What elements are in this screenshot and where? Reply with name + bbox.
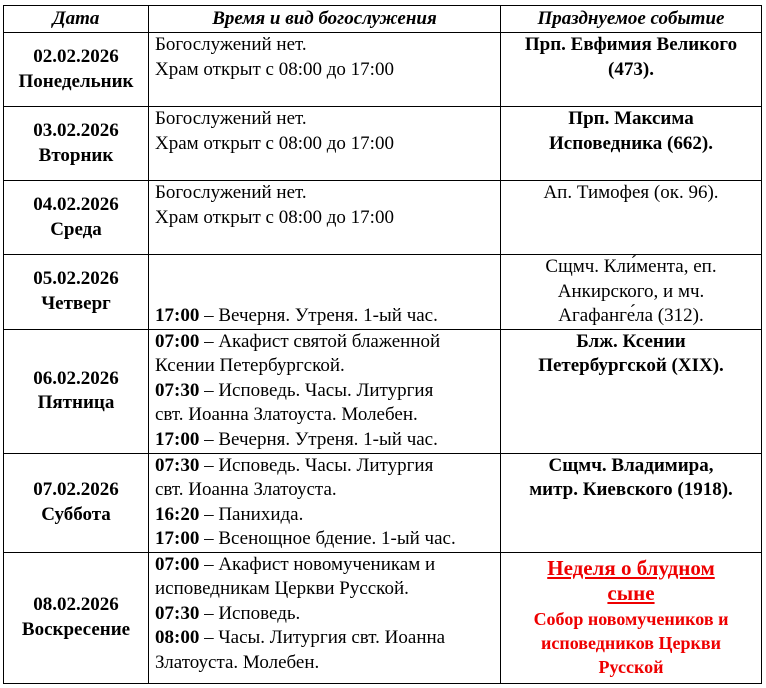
weekday: Пятница	[37, 392, 115, 413]
weekday: Суббота	[41, 503, 111, 525]
date-value: 06.02.2026	[33, 367, 119, 389]
event-line: митр. Киевского (1918).	[529, 479, 733, 500]
event-line: Прп. Евфимия Великого	[524, 34, 738, 55]
header-service: Время и вид богослужения	[149, 6, 501, 33]
service-line	[155, 132, 494, 157]
event-cell-feast	[501, 552, 762, 683]
service-line	[155, 403, 494, 428]
service-line	[155, 602, 494, 627]
date-value: 05.02.2026	[33, 268, 119, 290]
service-line	[155, 651, 494, 676]
table-row	[4, 255, 762, 330]
date-value: 07.02.2026	[33, 479, 119, 500]
service-text: – Панихида.	[199, 503, 304, 525]
event-cell	[501, 107, 762, 181]
service-text: – Всенощное бдение. 1-ый час.	[199, 528, 456, 549]
service-text: – Акафист новомученикам и	[199, 553, 436, 575]
weekday: Четверг	[41, 292, 111, 314]
service-cell	[149, 255, 501, 330]
date-value: 03.02.2026	[33, 120, 119, 141]
table-row	[4, 33, 762, 107]
feast-title-line: сыне	[607, 580, 655, 605]
service-line	[155, 58, 494, 83]
service-cell	[149, 181, 501, 255]
date-value: 02.02.2026	[33, 46, 119, 67]
event-line: Агафанге́ла (312).	[558, 305, 704, 326]
event-line: Исповедника (662).	[549, 132, 713, 154]
event-line: Блж. Ксении	[576, 330, 686, 352]
service-text: – Вечерня. Утреня. 1-ый час.	[199, 305, 438, 326]
service-cell	[149, 329, 501, 453]
service-text: Златоуста. Молебен.	[155, 651, 320, 673]
service-line	[155, 330, 494, 355]
service-line	[155, 379, 494, 404]
service-time: 07:00	[155, 330, 200, 352]
feast-title-line: Неделя о блудном	[547, 555, 715, 580]
service-text: свт. Иоанна Златоуста. Молебен.	[155, 404, 418, 425]
service-text: – Акафист святой блаженной	[199, 330, 441, 352]
service-line	[155, 478, 494, 503]
event-line: (473).	[608, 58, 654, 80]
weekday: Воскресение	[21, 618, 131, 640]
service-time: 17:00	[155, 305, 200, 326]
service-line	[155, 181, 494, 206]
event-line: Анкирского, и мч.	[557, 280, 705, 302]
date-cell	[4, 255, 149, 330]
event-cell	[501, 329, 762, 453]
service-time: 17:00	[155, 528, 200, 549]
event-cell	[501, 181, 762, 255]
service-text: Храм открыт с 08:00 до 17:00	[155, 58, 394, 80]
date-value: 08.02.2026	[33, 594, 119, 615]
service-cell	[149, 107, 501, 181]
service-text: Богослужений нет.	[155, 108, 307, 129]
service-text: Ксении Петербургской.	[155, 355, 345, 376]
feast-subtitle-line: Русской	[598, 656, 664, 677]
weekday: Вторник	[38, 144, 114, 166]
service-text: Храм открыт с 08:00 до 17:00	[155, 206, 394, 228]
service-text: – Исповедь. Часы. Литургия	[199, 379, 434, 401]
service-line	[155, 304, 494, 329]
feast-subtitle-line: исповедников Церкви	[541, 632, 721, 653]
service-text: – Часы. Литургия свт. Иоанна	[199, 627, 446, 648]
service-line	[155, 577, 494, 602]
table-row	[4, 181, 762, 255]
event-line: Петербургской (XIX).	[538, 355, 724, 376]
date-value: 04.02.2026	[33, 194, 119, 215]
service-text: – Вечерня. Утреня. 1-ый час.	[199, 428, 438, 450]
event-cell	[501, 453, 762, 552]
service-text: Богослужений нет.	[155, 34, 307, 55]
event-line: Сщмч. Владимира,	[548, 454, 714, 476]
event-line: Ап. Тимофея (ок. 96).	[543, 182, 719, 203]
service-cell	[149, 552, 501, 683]
event-cell	[501, 255, 762, 330]
date-cell	[4, 107, 149, 181]
service-time: 07:00	[155, 553, 200, 575]
table-row	[4, 552, 762, 683]
date-cell	[4, 552, 149, 683]
service-text: исповедникам Церкви Русской.	[155, 578, 409, 599]
event-cell	[501, 33, 762, 107]
service-line	[155, 527, 494, 552]
service-line	[155, 428, 494, 453]
header-row	[4, 6, 762, 33]
service-line	[155, 626, 494, 651]
table-row	[4, 329, 762, 453]
header-date: Дата	[4, 6, 149, 33]
service-time: 17:00	[155, 428, 200, 450]
service-cell	[149, 33, 501, 107]
service-line	[155, 354, 494, 379]
header-event: Празднуемое событие	[501, 6, 762, 33]
service-text: – Исповедь.	[199, 602, 301, 624]
schedule-table	[3, 5, 762, 684]
service-text: Храм открыт с 08:00 до 17:00	[155, 132, 394, 154]
event-line: Сщмч. Кли́мента, еп.	[545, 256, 717, 277]
service-line	[155, 206, 494, 231]
table-row	[4, 107, 762, 181]
service-line	[155, 454, 494, 479]
service-text: свт. Иоанна Златоуста.	[155, 479, 337, 500]
date-cell	[4, 329, 149, 453]
service-line	[155, 33, 494, 58]
service-time: 07:30	[155, 602, 200, 624]
service-text: Богослужений нет.	[155, 182, 307, 203]
service-time: 07:30	[155, 454, 200, 476]
date-cell	[4, 181, 149, 255]
service-line	[155, 107, 494, 132]
service-time: 16:20	[155, 503, 200, 525]
service-time: 08:00	[155, 627, 200, 648]
weekday: Среда	[50, 218, 102, 240]
feast-subtitle-line: Собор новомучеников и	[533, 608, 729, 629]
service-time: 07:30	[155, 379, 200, 401]
service-cell	[149, 453, 501, 552]
date-cell	[4, 33, 149, 107]
date-cell	[4, 453, 149, 552]
table-row	[4, 453, 762, 552]
service-line	[155, 503, 494, 528]
service-line	[155, 553, 494, 578]
service-text: – Исповедь. Часы. Литургия	[199, 454, 434, 476]
weekday: Понедельник	[18, 70, 134, 92]
event-line: Прп. Максима	[568, 108, 694, 129]
